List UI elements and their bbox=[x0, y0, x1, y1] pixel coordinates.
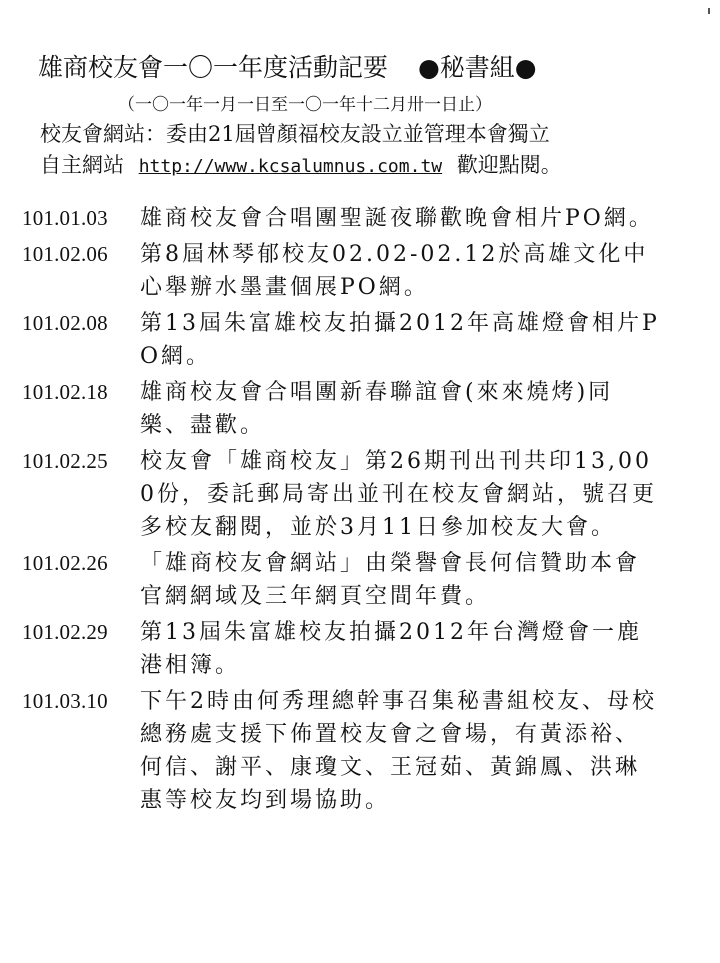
activity-date: 101.02.25 bbox=[22, 449, 108, 473]
activity-date: 101.01.03 bbox=[22, 206, 108, 230]
date-range: （一〇一年一月一日至一〇一年十二月卅一日止） bbox=[118, 95, 492, 115]
activity-date: 101.02.06 bbox=[22, 242, 108, 266]
activity-date: 101.02.08 bbox=[22, 311, 108, 335]
activity-date: 101.02.26 bbox=[22, 551, 108, 575]
activity-entry bbox=[22, 202, 702, 235]
activity-entry bbox=[22, 616, 702, 682]
secretary-group-label: ●秘書組● bbox=[417, 53, 537, 82]
scan-mark bbox=[708, 8, 710, 14]
activity-text: 校友會「雄商校友」第26期刊出刊共印13,000份，委託郵局寄出並刊在校友會網站，號召更多校友翻閱，並於3月11日參加校友大會。 bbox=[140, 449, 657, 540]
activity-text: 下午2時由何秀理總幹事召集秘書組校友、母校總務處支援下佈置校友會之會場，有黃添裕、何信、謝平、康瓊文、王冠茹、黃錦鳳、洪琳惠等校友均到場協助。 bbox=[140, 689, 657, 813]
activity-text: 「雄商校友會網站」由榮譽會長何信贊助本會官網網域及三年網頁空間年費。 bbox=[140, 551, 641, 609]
website-notice-line-1: 校友會網站：委由21屆曾顏福校友設立並管理本會獨立 bbox=[40, 122, 550, 146]
website-url-link[interactable]: http://www.kcsalumnus.com.tw bbox=[138, 156, 443, 177]
activity-entry bbox=[22, 445, 702, 544]
activity-text: 雄商校友會合唱團新春聯誼會(來來燒烤)同樂、盡歡。 bbox=[140, 380, 614, 438]
activity-entry bbox=[22, 238, 702, 304]
activity-date: 101.02.18 bbox=[22, 380, 108, 404]
title-text: 雄商校友會一〇一年度活動記要 bbox=[38, 53, 389, 82]
activity-text: 雄商校友會合唱團聖誕夜聯歡晚會相片PO網。 bbox=[140, 206, 654, 231]
activity-entry bbox=[22, 376, 702, 442]
activity-text: 第13屆朱富雄校友拍攝2012年高雄燈會相片PO網。 bbox=[140, 311, 660, 369]
activity-date: 101.02.29 bbox=[22, 620, 108, 644]
activity-date: 101.03.10 bbox=[22, 689, 108, 713]
website-notice-suffix: 歡迎點閱。 bbox=[456, 153, 562, 177]
activity-entry bbox=[22, 547, 702, 613]
document-title bbox=[38, 50, 678, 86]
website-notice-line-2 bbox=[40, 150, 680, 182]
website-notice-prefix: 自主網站 bbox=[40, 153, 124, 177]
activity-text: 第8屆林琴郁校友02.02-02.12於高雄文化中心舉辦水墨畫個展PO網。 bbox=[140, 242, 649, 300]
website-notice bbox=[40, 119, 680, 182]
activity-entry bbox=[22, 307, 702, 373]
activity-log bbox=[22, 202, 702, 817]
activity-text: 第13屆朱富雄校友拍攝2012年台灣燈會一鹿港相簿。 bbox=[140, 620, 642, 678]
activity-entry bbox=[22, 685, 702, 817]
